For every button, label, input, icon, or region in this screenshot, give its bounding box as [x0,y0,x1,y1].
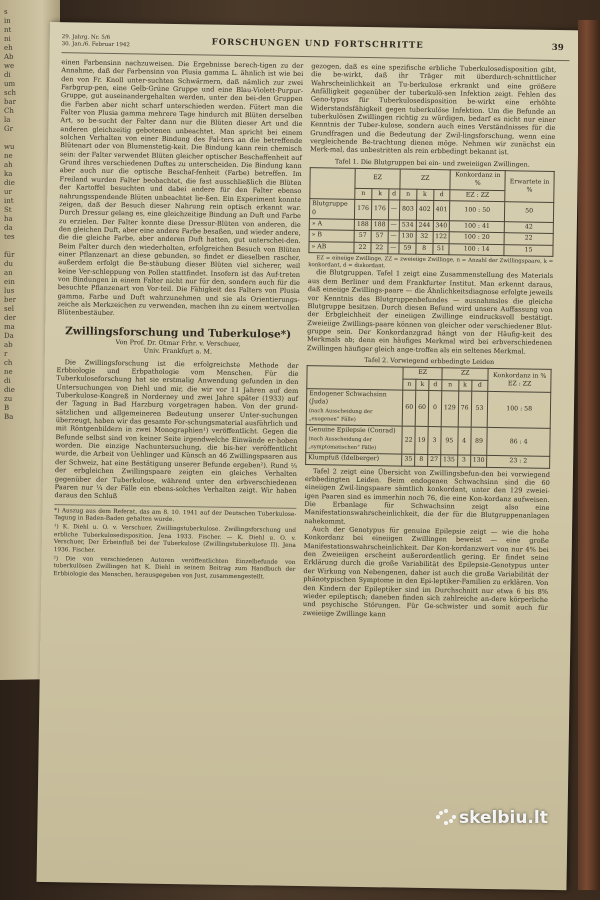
left-page-text-fragment: Ba [4,412,14,421]
table-row [309,241,553,256]
table1-blood-groups [308,167,554,257]
table2-row-label [306,389,403,427]
book-spine [578,20,600,890]
table-row [306,389,551,429]
left-page-text-fragment: ein [4,277,15,286]
left-page-text-fragment: tes [4,232,15,241]
table2-row-label [306,425,403,455]
left-page-text-fragment: die [4,385,15,394]
table-cell: 76 [458,391,471,428]
table-cell: 100 : 20 [449,232,504,244]
table-cell: 22 [504,233,553,245]
left-page-text-fragment: zu [4,394,13,403]
left-page-text-fragment: we [4,61,15,70]
left-page-text-fragment: ch [4,358,13,367]
author-name: Von Prof. Dr. Otmar Frhr. v. Verschuer, [115,338,241,349]
table1-subhead: EZ : ZZ [450,190,505,202]
table-cell: 122 [433,232,450,244]
left-page-text-fragment: bar [4,97,17,106]
table-cell: 129 [441,391,458,428]
watermark [436,808,548,828]
table1-caption: Tafel 1. Die Blutgruppen bei ein- und zweieiigen Zwillingen. [334,157,530,169]
table-cell: 27 [428,455,441,467]
table-cell: 0 [428,390,441,427]
left-page-text-fragment: ur [4,187,12,196]
left-page-text-fragment: di [4,70,11,79]
table2-disease-name: Endogener Schwachsinn (Juda) [309,390,387,406]
left-page-text-fragment: ber [4,295,16,304]
table-cell: 35 [402,454,415,466]
preceding-article-end: einen Farbensinn nachzuweisen. Die Ergebnisse berech-tigen zu der Annahme, daß der Farbensinn von Plusia gamma L. ähnlich ist wie bei den von Fr. Knoll unter-suchten Schwärmern, daß nämlich zur zwei Farbgrup-pen, eine Gelb-Grüne Gruppe und eine Blau-Violett-Purpur-Gruppe, gut auseinandergehalten werden, unter den bei-den Gruppen die Farben aber nicht scharf unterschieden werden. Fütert man die Falter von Plusia gamma mehrere Tage hindurch mit Blüten derselben Art, so be-sucht der Falter dann nur die Blüten dieser Art und die anderen gleichzeitig gebotenen unbeachtet. Man spricht bei einem solchen Verhalten von einer Bindung des Fal-ters an die betreffende Blütenart oder von Blumenstetig-keit. Die Bindung kann rein chemisch sein: der Falter verwendet Blüten gleicher optischer Beschaffenheit auf Grund ihres verschiedenen Duftes zu unterscheiden. Die Bindung kann aber auch nur die optische Beschaf-fenheit (Farbe) betreffen. Im Freiland wurden Falter beobachtet, die fast ausschließlich die Blüten der Kartoffel besuchten und dabei andere für den Falter ebenso nahrungsspendende Blüten unbeachtet lie-ßen. Ein Experiment konnte zeigen, daß der Besuch dieser Nahrung rein optisch erkannt war. Durch Dressur gelang es, eine gleichzeitige Bindung an Duft und Farbe zu erzielen. Der Falter konnte diese Dressur-Blüten von anderen, die den gleichen Duft, aber eine andere Farbe besaßen, und wieder andere, die die gleiche Farbe, aber anderen Duft hatten, gut unterschei-den. Beim Falter durch den wiederholten, erfolgreichen Besuch von Blüten einer Pflanzenart an diese gebunden, so findet er dieselben rascher, außerdem erfolgt die Be-stäubung dieser Blüten viel sicherer, weil keine Ver-schleppung von Pollen stattfindet. Insofern ist das Auf-treten von Bindungen in einem Falter nicht nur für den, sondern auch für die besuchte Pflanzenart von Vor-teil. Die Fähigkeit des Falters von Plusia gamma, Farbe und Duft wahrzunehmen und sie als Orientierungs-zeiche als Merkzeichen zu verwenden, machen ihn zu einem wertvollen Blütenbestäuber. [57,58,304,318]
left-page-text-fragment: ne [4,367,13,376]
footnotes [53,504,296,582]
left-page-text-fragment: Ch [4,106,14,115]
table2-head-zz: ZZ [442,368,489,380]
left-page-text-fragment: ah [4,160,13,169]
table1-head-erwartet: Erwartete in % [505,171,554,203]
table-cell: 176 [355,199,372,219]
left-page-text-fragment: eh [4,43,13,52]
left-page-text-fragment: du [4,259,13,268]
left-page-text-fragment: ka [4,169,13,178]
table-cell: 51 [432,243,449,255]
left-page-text-fragment: St [4,205,12,214]
running-header [62,32,570,61]
table1-row-label: » B [309,230,354,242]
table-cell: 57 [354,230,371,242]
table-cell: 130 [470,455,487,467]
table-cell: 22 [354,242,371,254]
left-page-text-fragment: um [4,79,16,88]
left-page-text-fragment: sch [4,88,17,97]
left-page-text-fragment: Da [4,331,14,340]
table-cell: 15 [504,244,553,256]
author-affiliation: Univ. Frankfurt a. M. [143,346,213,356]
table-cell: 176 [371,200,388,220]
table2-subhead: d [429,379,442,391]
footnote: ²) Die von verschiedenen Autoren veröffentlichten Einzelbefunde von tuberkulösen Zwillingen hat K. Diehl in seinem Beitrag zum Handbuch der Erbbiologie des Menschen, herausgegeben von Just, zusammengestellt. [53,556,296,581]
left-page-text-fragment: r [4,349,8,358]
table1-corner [310,168,356,200]
table2-subhead: n [442,379,459,391]
body-paragraph: Tafel 2 zeigt eine Übersicht von Zwillingsbefun-den bei vorwiegend erbbedingten Leiden. Beim endogenen Schwachsinn sind die 60 eineiigen Zwil-lingspaare sämtlich konkordant, unter den 129 zweiei-igen Paaren sind es immerhin noch 76, die eine Kon-kordanz aufweisen. Die Erbanlage für Schwachsinn zeigt also eine Manifestationswahrscheinlichkeit, die der für die Blutgruppenanlagen nahekommt. [304,466,551,526]
table2-disease-name: Genuine Epilepsie (Conrad) [308,426,396,435]
table-cell: 188 [371,219,388,231]
table-cell: 402 [416,200,433,220]
left-page-text-fragment: ha [4,214,13,223]
table-cell: 42 [504,222,553,234]
table-cell: 100 : 50 [450,201,505,222]
article-title: Zwillingsforschung und Tuberkulose*) [65,324,292,341]
article-byline [57,337,299,357]
left-page-text-fragment: la [4,115,11,124]
table-cell: 100 : 14 [449,243,504,255]
table1-subhead: k [372,188,389,200]
table-cell: 8 [416,243,433,255]
table-cell: 57 [371,231,388,243]
table2-head-ez: EZ [403,367,442,379]
table-cell: 340 [433,220,450,232]
table-cell: 100 : 58 [488,391,551,428]
body-paragraph: Auch der Genotypus für genuine Epilepsie zeigt — wie die hohe Konkordanz bei eineiigen Zwillingen beweist — eine große Manifestationswahrscheinlichkeit. Der Kon-kordanzwert von nur 4% bei den Zweieiigen erscheint außerordentlich gering. Er findet seine Erklärung durch die große Variabilität des Epilepsie-Genotypus unter der Wirkung von Nebengenen, daher ist auch die große Variabilität der phänotypischen Symptome in den Epi-leptiker-Familien zu erklären. Von den Kindern der Epileptiker sind im Durchschnitt nur etwa 6 bis 8% wieder epileptisch; daneben finden sich zahlreiche an-dere körperliche und psychische Störungen. Für Ge-schwister und somit auch für zweieiige Zwillinge kann [302,525,550,618]
left-page-text-fragment: ne [4,151,13,160]
left-page-text-fragment: Gr [4,124,13,133]
table-cell: 803 [399,200,416,220]
table2-head-konkordanz: Konkordanz in % EZ : ZZ [488,369,551,393]
journal-page [36,22,579,890]
table-row [306,425,550,457]
table-cell: 19 [415,427,428,455]
table-cell: 59 [399,243,416,255]
table1-row-label: » AB [309,241,354,253]
left-page-text-fragment: sel [4,304,14,313]
footnote: *) Auszug aus dem Referat, das am 8. 10. 1941 auf der Deutschen Tuberkulose-Tagung in Baden-Baden gehalten wurde. [54,507,297,523]
table2-disease-name: Klumpfuß (Idelberger) [308,454,380,463]
watermark-text: skelbiu.lt [459,808,548,828]
body-paragraph: gezogen, daß es eine spezifische erbliche Tuberkulosedisposition gibt, die be-wirkt, daß ihr Träger mit überdurch-schnittlicher Wahrscheinlichkeit an Tu-berkulose erkrankt und eine größere Anfälligkeit gegenüber der tuberkulö-sen Infektion zeigt. Fehlen des Geno-typus für Tuberkulosedisposition be-wirkt eine erhöhte Widerstandsfähigkeit gegen tuberkulöse Infektion. Um die Befunde an tuberkulösen Zwillingen richtig zu würdigen, bedarf es nicht nur einer Kenntnis der Tuber-kulose, sondern auch eines Verständnisses für die Grundfragen und die Bedeutung der Zwil-lingsforschung, wenn eine vergleichende Be-trachtung dienen möge. Nehmen wir zunächst ein Merk-mal, das unbestritten als rein erbbedingt bekannt ist. [309,62,557,157]
table-cell: 89 [470,427,487,455]
article-body-paragraph: Die Zwillingsforschung ist die erfolgreichste Methode der Erbbiologie und Erbpathologie vom Menschen. Für die Tuberkuloseforschung hat sie erstmalig Anwendung gefunden in den Untersuchungen von Diehl und mir, die wir vor 11 Jahren auf dem Tuberkulose-Kongreß in Norderney und zwei Jahre später (1933) auf der Tagung in Bad Harzburg vorgetragen haben. Von der grund-sätzlichen und allgemeineren Bedeutung unserer Unter-suchungen überzeugt, haben wir das gesamte For-schungsmaterial ausführlich und mit Röntgenbildern in zwei Monographien¹) veröffentlicht. Gegen die Befunde selbst sind von keiner Seite irgendwelche Einwände er-hoben worden. Die einzige Nachuntersuchung, die bis-her veröffentlicht wurde, die Arbeit von Uehlinger und Künsch an 46 Zwillingspaaren aus der Schweiz, hat eine Bestätigung unserer Befunde ergeben²). Rund ⅔ der erbgleichen Zwillingspaare zeigten ein gleiches Verhalten gegenüber der Tuberkulose, während unter den erbverschiedenen Paaren nur ¼ der Fälle ein ebens-solches Verhalten zeigt. Wir haben daraus den Schluß [54,357,299,501]
table-cell: 188 [354,219,371,231]
table-cell: 3 [428,427,441,455]
left-page-text-fragment: Ab [4,52,14,61]
table2-subhead: k [458,380,471,392]
table-cell: — [388,242,399,254]
left-page-text-fragment: s [4,7,8,16]
table1-row-label: Blutgruppe 0 [309,199,354,219]
table-cell: 4 [457,427,470,455]
watermark-logo-icon [436,809,456,825]
issue-number: 29. Jahrg. Nr. 5/6 [61,34,111,41]
left-column [53,58,303,584]
table2-subhead: d [471,380,488,392]
table2-disease-note: (nach Ausscheidung der „exogenen“ Fälle) [308,407,373,423]
table1-head-konkordanz: Konkordanz in % [450,170,505,191]
issue-meta [62,34,152,49]
left-page-text-fragment: an [4,268,13,277]
right-column [303,62,557,621]
left-page-text-fragment: in [4,16,11,25]
table-cell: 3 [457,455,470,467]
table-cell: — [388,200,399,220]
table2-caption: Tafel 2. Vorwiegend erbbedingte Leiden [364,355,495,366]
table-cell: 100 : 41 [450,221,505,233]
left-page-text-fragment: ma [4,322,15,331]
table1-subhead: d [388,189,399,201]
table-row [306,453,550,468]
left-page-text-fragment: wu [4,142,15,151]
issue-date: 30. Jan./6. Februar 1942 [61,41,130,49]
table-cell: — [388,220,399,232]
left-page-text-fragment: lus [4,286,15,295]
left-page-text-fragment: der [4,313,16,322]
table2-subhead: k [416,379,429,391]
table2-row-label [306,453,402,466]
table2-hereditary-diseases [305,365,552,468]
table-cell: — [388,231,399,243]
table-cell: 130 [399,231,416,243]
left-page-text-fragment: für [4,250,15,259]
table-cell: 22 [371,242,388,254]
table1-head-ez: EZ [355,168,400,188]
table1-subhead: n [355,188,372,200]
table-cell: 135 [440,455,457,467]
table-cell: 50 [504,202,553,222]
table-cell: 86 : 4 [487,428,550,457]
table2-subhead: n [403,379,416,391]
left-page-text-fragment: nt [4,25,12,34]
table-cell: 401 [433,201,450,221]
left-page-text-fragment: ab [4,340,13,349]
table2-corner [307,366,404,390]
left-page-text-fragment: da [4,223,13,232]
table-cell: 23 : 2 [487,456,550,468]
table2-disease-note: (nach Ausscheidung der „symptomatischen“ Fälle) [308,435,377,452]
table1-subhead: n [400,189,417,201]
table1-subhead: d [433,189,450,201]
table-cell: 95 [441,427,458,455]
table1-head-zz: ZZ [400,169,451,189]
table1-subhead: k [416,189,433,201]
body-paragraph: die Blutgruppen. Tafel 1 zeigt eine Zusammenstellung des Materials aus dem Berliner und dem Frankfurter Institut. Man erkennt daraus, daß eineiige Zwillings-paare — die Ähnlichkeitsdiagnose erfolgte jeweils vor Kenntnis des Blutgruppenbefundes — ausnahmslos die gleiche Blutgruppe besitzen. Durch diesen Befund wird unsere Auffassung von der Erbgleichheit der eineiigen Zwillinge eindrucksvoll bestätigt. Zweieiige Zwillings-paare können von gleicher oder verschiedener Blut-gruppe sein. Der Konkordanzgrad hängt von der Häufig-keit des Merkmals ab; denn ein häufiges Merkmal wird bei erbverschiedenen Zwillingen häufiger gleich ange-troffen als ein seltenes Merkmal. [306,268,554,356]
footnote: ¹) K. Diehl u. O. v. Verschuer, Zwillingstuberkulose. Zwillingsforschung und erbliche Tuberkulosedisposition. Jena 1933. Fischer. — K. Diehl u. O. v. Verschuer, Der Erbeinfluß bei der Tuberkulose (Zwillingstuberkulose II). Jena 1936. Fischer. [53,524,297,554]
table-cell: 60 [402,390,415,427]
table-cell: 60 [415,390,428,427]
left-page-text-fragment: ni [4,34,11,43]
left-page-text-fragment: die [4,178,15,187]
page-number: 39 [551,42,564,54]
table-cell: 53 [471,391,488,428]
table1-row-label: » A [309,218,354,230]
journal-title: FORSCHUNGEN UND FORTSCHRITTE [211,37,424,51]
table-cell: 534 [399,220,416,232]
left-page-text-fragment: B [4,403,10,412]
table-cell: 32 [416,231,433,243]
table-cell: 8 [415,455,428,467]
left-page-text-fragment: di [4,376,11,385]
left-page-text-fragment: int [4,196,14,205]
table1-legend: EZ = eineiige Zwillinge, ZZ = zweieiige Zwillinge, n = Anzahl der Zwillingspaare, k = konkordant, d = diskordant. [308,255,554,269]
table-cell: 244 [416,220,433,232]
table-cell: 22 [402,426,415,454]
